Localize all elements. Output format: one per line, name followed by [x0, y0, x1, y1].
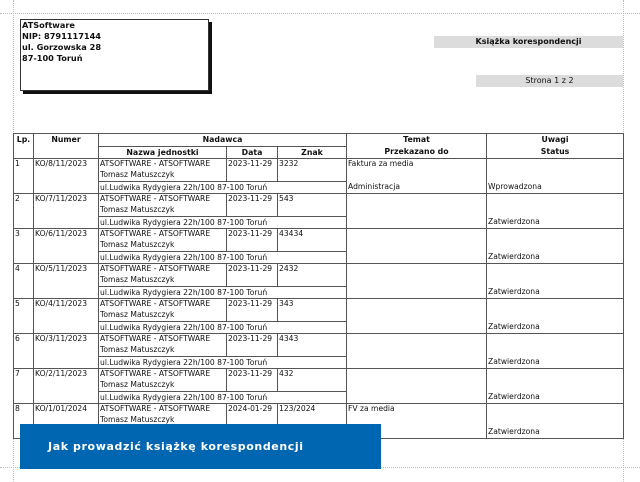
- status-text: Wprowadzona: [488, 181, 542, 191]
- cell-temat: [347, 369, 487, 404]
- cell-data: 2023-11-29: [227, 229, 278, 252]
- banner-title: Jak prowadzić książkę korespondencji: [48, 440, 304, 453]
- cell-znak: 4343: [278, 334, 347, 357]
- cell-lp: 8: [14, 404, 34, 439]
- company-address-box: [20, 19, 209, 91]
- cell-lp: 2: [14, 194, 34, 229]
- cell-data: 2023-11-29: [227, 369, 278, 392]
- sender-name: ATSOFTWARE - ATSOFTWARE: [100, 194, 211, 203]
- cell-data: 2024-01-29: [227, 404, 278, 427]
- cell-numer: KO/3/11/2023: [34, 334, 99, 369]
- sender-person: Tomasz Matuszczyk: [100, 309, 175, 319]
- header-temat-label: Temat: [403, 135, 430, 144]
- table-row: [14, 369, 624, 392]
- cell-adres: ul.Ludwika Rydygiera 22h/100 87-100 Toruń: [99, 182, 347, 194]
- company-nip: NIP: 8791117144: [22, 31, 101, 41]
- cell-uwagi: [487, 404, 624, 439]
- correspondence-table: [13, 133, 624, 439]
- table-row: [14, 334, 624, 357]
- cell-uwagi: [487, 299, 624, 334]
- cell-znak: 43434: [278, 229, 347, 252]
- table-row: [14, 264, 624, 287]
- table-row: [14, 159, 624, 182]
- cell-lp: 7: [14, 369, 34, 404]
- cell-lp: 1: [14, 159, 34, 194]
- status-text: Zatwierdzona: [488, 216, 540, 226]
- sender-name: ATSOFTWARE - ATSOFTWARE: [100, 229, 211, 238]
- cell-data: 2023-11-29: [227, 194, 278, 217]
- cell-temat: [347, 334, 487, 369]
- sender-person: Tomasz Matuszczyk: [100, 414, 175, 424]
- cell-uwagi: [487, 369, 624, 404]
- cell-uwagi: [487, 159, 624, 194]
- sender-name: ATSOFTWARE - ATSOFTWARE: [100, 159, 211, 168]
- sender-person: Tomasz Matuszczyk: [100, 169, 175, 179]
- cell-znak: 3232: [278, 159, 347, 182]
- cell-numer: KO/6/11/2023: [34, 229, 99, 264]
- cell-uwagi: [487, 194, 624, 229]
- company-name: ATSoftware: [22, 20, 75, 30]
- cell-nazwa: [99, 159, 227, 182]
- header-data: Data: [227, 146, 278, 159]
- sender-person: Tomasz Matuszczyk: [100, 274, 175, 284]
- sender-name: ATSOFTWARE - ATSOFTWARE: [100, 369, 211, 378]
- cell-temat: [347, 194, 487, 229]
- sender-name: ATSOFTWARE - ATSOFTWARE: [100, 334, 211, 343]
- cell-adres: ul.Ludwika Rydygiera 22h/100 87-100 Toruń: [99, 392, 347, 404]
- cell-nazwa: [99, 369, 227, 392]
- header-uwagi-label: Uwagi: [541, 135, 569, 144]
- company-street: ul. Gorzowska 28: [22, 42, 102, 52]
- cell-temat: [347, 264, 487, 299]
- cell-temat: [347, 229, 487, 264]
- status-text: Zatwierdzona: [488, 251, 540, 261]
- cell-adres: ul.Ludwika Rydygiera 22h/100 87-100 Toruń: [99, 217, 347, 229]
- cell-nazwa: [99, 264, 227, 287]
- cell-adres: ul.Ludwika Rydygiera 22h/100 87-100 Toruń: [99, 322, 347, 334]
- sender-person: Tomasz Matuszczyk: [100, 379, 175, 389]
- table-row: [14, 194, 624, 217]
- cell-lp: 5: [14, 299, 34, 334]
- cell-adres: ul.Ludwika Rydygiera 22h/100 87-100 Toruń: [99, 287, 347, 299]
- cell-data: 2023-11-29: [227, 299, 278, 322]
- cell-numer: KO/4/11/2023: [34, 299, 99, 334]
- header-lp: Lp.: [14, 134, 34, 159]
- cell-znak: 343: [278, 299, 347, 322]
- cell-nazwa: [99, 229, 227, 252]
- table-row: [14, 229, 624, 252]
- cell-uwagi: [487, 334, 624, 369]
- cell-znak: 543: [278, 194, 347, 217]
- cell-numer: KO/5/11/2023: [34, 264, 99, 299]
- status-text: Zatwierdzona: [488, 391, 540, 401]
- subject-text: Faktura za media: [348, 159, 414, 168]
- cell-znak: 2432: [278, 264, 347, 287]
- header-temat: [347, 134, 487, 159]
- cell-lp: 4: [14, 264, 34, 299]
- sender-person: Tomasz Matuszczyk: [100, 239, 175, 249]
- cell-data: 2023-11-29: [227, 334, 278, 357]
- sender-name: ATSOFTWARE - ATSOFTWARE: [100, 404, 211, 413]
- cell-numer: KO/1/01/2024: [34, 404, 99, 439]
- cell-adres: ul.Ludwika Rydygiera 22h/100 87-100 Toruń: [99, 252, 347, 264]
- cell-nazwa: [99, 299, 227, 322]
- cell-znak: 123/2024: [278, 404, 347, 427]
- header-status-label: Status: [540, 146, 570, 156]
- page-margin-top: [0, 13, 640, 14]
- page-indicator: Strona 1 z 2: [476, 75, 623, 87]
- header-przekazano-label: Przekazano do: [384, 146, 449, 156]
- subject-text: FV za media: [348, 404, 395, 413]
- status-text: Zatwierdzona: [488, 321, 540, 331]
- sender-name: ATSOFTWARE - ATSOFTWARE: [100, 299, 211, 308]
- status-text: Zatwierdzona: [488, 286, 540, 296]
- cell-uwagi: [487, 264, 624, 299]
- header-uwagi: [487, 134, 624, 159]
- article-banner[interactable]: [20, 424, 381, 469]
- cell-lp: 6: [14, 334, 34, 369]
- cell-lp: 3: [14, 229, 34, 264]
- cell-nazwa: [99, 334, 227, 357]
- cell-data: 2023-11-29: [227, 264, 278, 287]
- company-city: 87-100 Toruń: [22, 53, 83, 63]
- cell-nazwa: [99, 194, 227, 217]
- status-text: Zatwierdzona: [488, 426, 540, 436]
- cell-numer: KO/7/11/2023: [34, 194, 99, 229]
- cell-temat: [347, 159, 487, 194]
- table-row: [14, 299, 624, 322]
- sender-person: Tomasz Matuszczyk: [100, 204, 175, 214]
- header-nadawca: Nadawca: [99, 134, 347, 147]
- cell-data: 2023-11-29: [227, 159, 278, 182]
- cell-znak: 432: [278, 369, 347, 392]
- cell-numer: KO/2/11/2023: [34, 369, 99, 404]
- header-znak: Znak: [278, 146, 347, 159]
- status-text: Zatwierdzona: [488, 356, 540, 366]
- cell-temat: [347, 299, 487, 334]
- report-title: Książka korespondencji: [434, 36, 623, 48]
- header-nazwa: Nazwa jednostki: [99, 146, 227, 159]
- sender-person: Tomasz Matuszczyk: [100, 344, 175, 354]
- header-numer: Numer: [34, 134, 99, 159]
- cell-uwagi: [487, 229, 624, 264]
- cell-adres: ul.Ludwika Rydygiera 22h/100 87-100 Toruń: [99, 357, 347, 369]
- sender-name: ATSOFTWARE - ATSOFTWARE: [100, 264, 211, 273]
- cell-numer: KO/8/11/2023: [34, 159, 99, 194]
- forwarded-to: Administracja: [348, 181, 400, 191]
